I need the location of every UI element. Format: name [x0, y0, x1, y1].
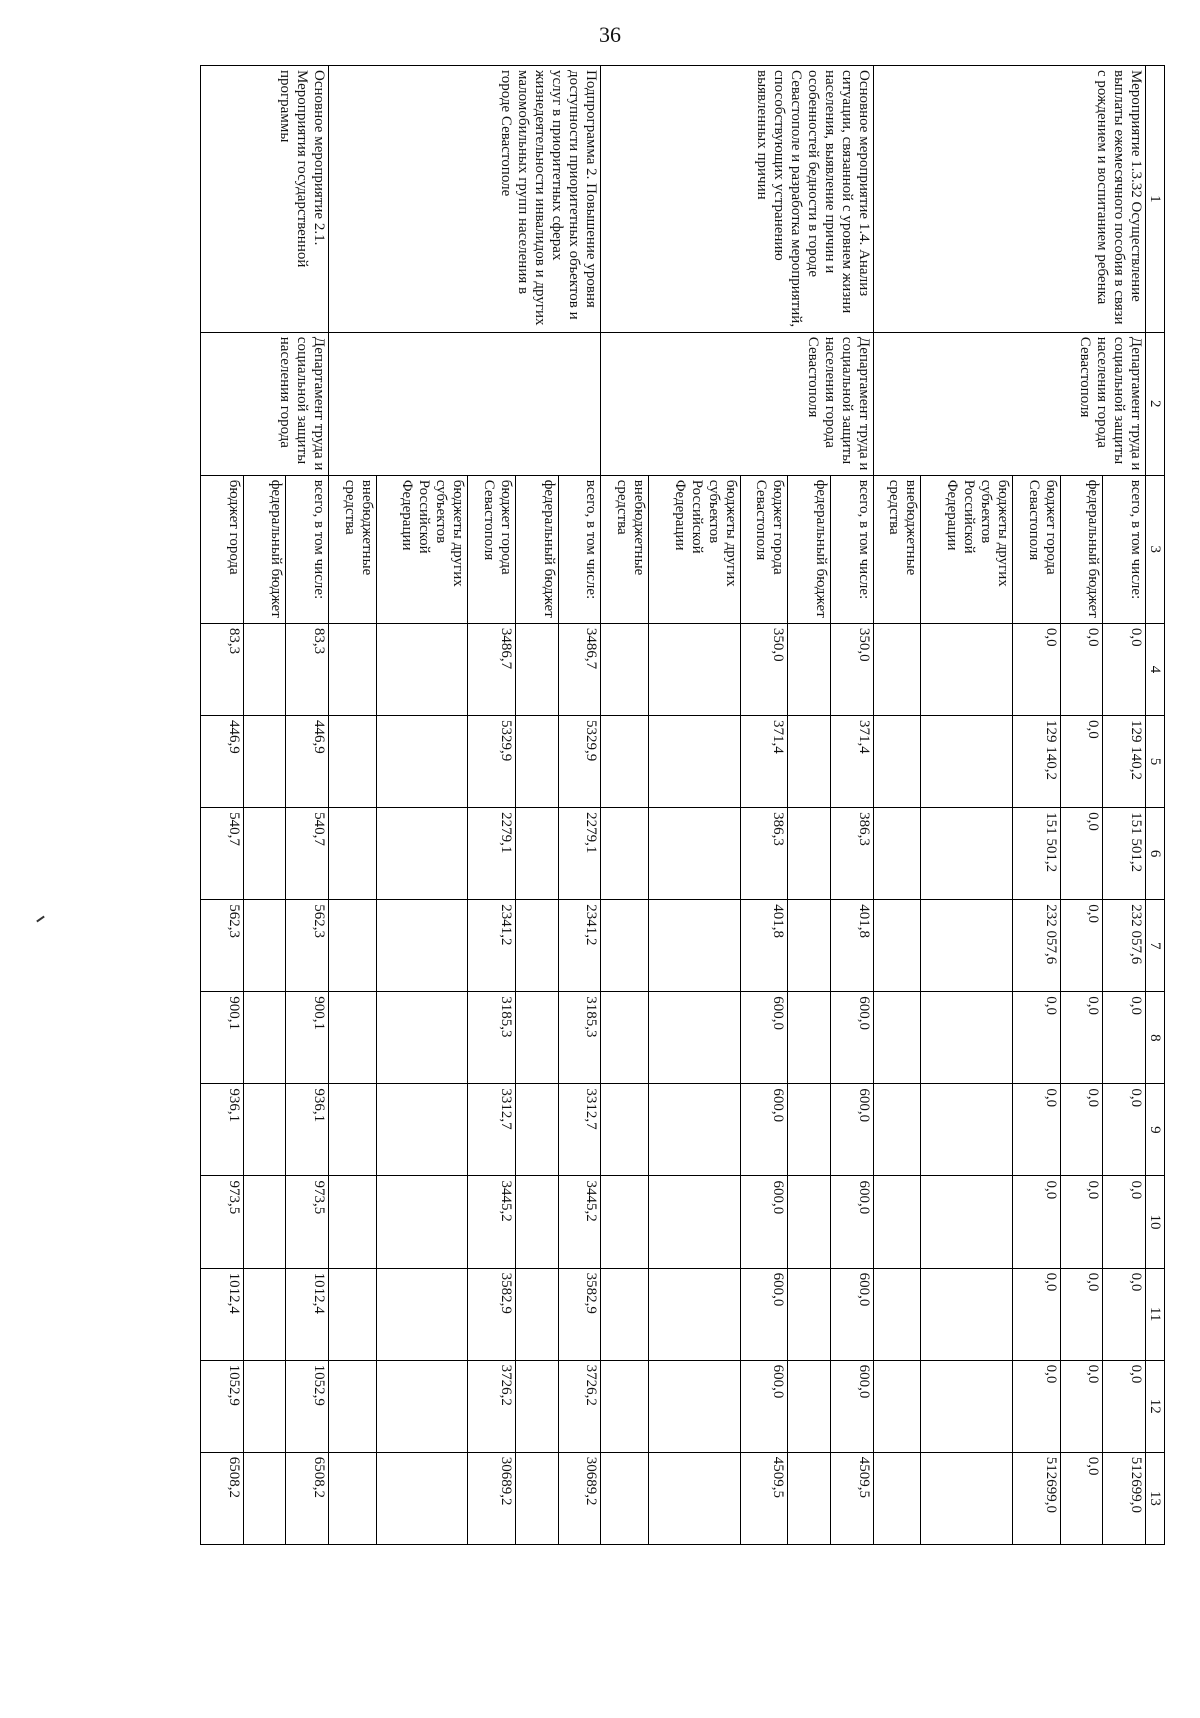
value-cell	[376, 623, 468, 715]
value-cell	[873, 1360, 921, 1452]
value-cell	[649, 1084, 741, 1176]
value-cell	[873, 992, 921, 1084]
value-cell	[328, 1084, 376, 1176]
value-cell: 0,0	[1060, 808, 1103, 900]
value-cell: 600,0	[740, 992, 788, 1084]
value-cell: 0,0	[1013, 623, 1061, 715]
scan-mark	[36, 916, 45, 923]
funding-source-cell: бюджет города Севастополя	[1013, 475, 1061, 623]
value-cell	[376, 900, 468, 992]
value-cell	[601, 808, 649, 900]
value-cell: 540,7	[201, 808, 244, 900]
value-cell	[328, 716, 376, 808]
value-cell	[921, 1360, 1013, 1452]
value-cell: 973,5	[201, 1176, 244, 1268]
value-cell: 401,8	[740, 900, 788, 992]
value-cell	[376, 1084, 468, 1176]
value-cell	[873, 1084, 921, 1176]
value-cell	[649, 900, 741, 992]
value-cell	[376, 808, 468, 900]
value-cell	[328, 1268, 376, 1360]
value-cell: 3312,7	[558, 1084, 601, 1176]
value-cell: 350,0	[831, 623, 874, 715]
value-cell	[873, 623, 921, 715]
value-cell: 3445,2	[468, 1176, 516, 1268]
executor-cell: Департамент труда и социальной защиты населения города	[201, 332, 329, 475]
value-cell: 936,1	[201, 1084, 244, 1176]
value-cell	[921, 1084, 1013, 1176]
value-cell	[601, 1452, 649, 1544]
value-cell: 512699,0	[1103, 1452, 1146, 1544]
value-cell	[328, 900, 376, 992]
value-cell: 371,4	[740, 716, 788, 808]
value-cell: 232 057,6	[1103, 900, 1146, 992]
funding-source-cell: бюджет города Севастополя	[468, 475, 516, 623]
column-header: 11	[1146, 1268, 1165, 1360]
executor-cell	[328, 332, 600, 475]
value-cell: 0,0	[1013, 1084, 1061, 1176]
value-cell: 4509,5	[740, 1452, 788, 1544]
value-cell: 4509,5	[831, 1452, 874, 1544]
table-row	[286, 66, 329, 1545]
value-cell: 0,0	[1060, 1084, 1103, 1176]
value-cell: 3185,3	[468, 992, 516, 1084]
value-cell: 0,0	[1060, 1268, 1103, 1360]
value-cell	[516, 1452, 559, 1544]
value-cell	[788, 623, 831, 715]
value-cell	[873, 1452, 921, 1544]
value-cell	[601, 1084, 649, 1176]
value-cell	[516, 808, 559, 900]
value-cell: 2279,1	[558, 808, 601, 900]
value-cell: 0,0	[1060, 1360, 1103, 1452]
column-header: 9	[1146, 1084, 1165, 1176]
value-cell	[788, 900, 831, 992]
column-header: 5	[1146, 716, 1165, 808]
value-cell: 3726,2	[558, 1360, 601, 1452]
value-cell: 3582,9	[468, 1268, 516, 1360]
funding-source-cell: всего, в том числе:	[831, 475, 874, 623]
value-cell	[243, 623, 286, 715]
value-cell: 600,0	[740, 1084, 788, 1176]
value-cell: 6508,2	[286, 1452, 329, 1544]
value-cell: 151 501,2	[1013, 808, 1061, 900]
measure-cell: Основное мероприятие 1.4. Анализ ситуации, связанной с уровнем жизни населения, выявление причин и особенностей бедности в городе Севастополе и разработка мероприятий, способствующих устранению выявленных причин	[601, 66, 873, 333]
value-cell: 600,0	[831, 1176, 874, 1268]
value-cell: 3726,2	[468, 1360, 516, 1452]
value-cell	[601, 1360, 649, 1452]
value-cell	[921, 1452, 1013, 1544]
value-cell	[376, 1176, 468, 1268]
value-cell: 3185,3	[558, 992, 601, 1084]
funding-source-cell: внебюджетные средства	[328, 475, 376, 623]
value-cell: 30689,2	[558, 1452, 601, 1544]
value-cell	[649, 992, 741, 1084]
value-cell: 5329,9	[558, 716, 601, 808]
value-cell: 6508,2	[201, 1452, 244, 1544]
value-cell	[649, 623, 741, 715]
value-cell: 1052,9	[286, 1360, 329, 1452]
value-cell: 600,0	[740, 1360, 788, 1452]
value-cell	[649, 808, 741, 900]
value-cell	[921, 623, 1013, 715]
value-cell: 600,0	[831, 992, 874, 1084]
column-header: 10	[1146, 1176, 1165, 1268]
value-cell: 0,0	[1060, 900, 1103, 992]
value-cell	[376, 1360, 468, 1452]
value-cell	[376, 1452, 468, 1544]
value-cell	[516, 1176, 559, 1268]
value-cell: 401,8	[831, 900, 874, 992]
value-cell: 0,0	[1103, 1268, 1146, 1360]
value-cell: 600,0	[740, 1176, 788, 1268]
value-cell	[243, 1268, 286, 1360]
value-cell	[516, 716, 559, 808]
value-cell: 386,3	[831, 808, 874, 900]
value-cell: 0,0	[1013, 992, 1061, 1084]
value-cell: 562,3	[201, 900, 244, 992]
value-cell: 512699,0	[1013, 1452, 1061, 1544]
value-cell	[788, 1360, 831, 1452]
table-row	[1103, 66, 1146, 1545]
value-cell: 2341,2	[468, 900, 516, 992]
value-cell: 600,0	[740, 1268, 788, 1360]
value-cell	[328, 808, 376, 900]
table-header-row	[1146, 66, 1165, 1545]
value-cell	[873, 1268, 921, 1360]
value-cell	[243, 1176, 286, 1268]
value-cell: 0,0	[1060, 1176, 1103, 1268]
column-header: 7	[1146, 900, 1165, 992]
column-header: 13	[1146, 1452, 1165, 1544]
funding-source-cell: внебюджетные средства	[601, 475, 649, 623]
value-cell: 0,0	[1103, 992, 1146, 1084]
column-header: 8	[1146, 992, 1165, 1084]
value-cell	[921, 1268, 1013, 1360]
value-cell: 936,1	[286, 1084, 329, 1176]
value-cell: 129 140,2	[1013, 716, 1061, 808]
value-cell	[788, 1452, 831, 1544]
value-cell	[243, 1452, 286, 1544]
funding-source-cell: всего, в том числе:	[286, 475, 329, 623]
value-cell	[788, 1268, 831, 1360]
column-header: 12	[1146, 1360, 1165, 1452]
funding-source-cell: всего, в том числе:	[1103, 475, 1146, 623]
value-cell	[921, 992, 1013, 1084]
value-cell: 371,4	[831, 716, 874, 808]
column-header: 4	[1146, 623, 1165, 715]
value-cell: 350,0	[740, 623, 788, 715]
value-cell: 3486,7	[558, 623, 601, 715]
value-cell	[376, 716, 468, 808]
value-cell	[243, 716, 286, 808]
value-cell	[516, 623, 559, 715]
value-cell	[649, 1360, 741, 1452]
funding-source-cell: бюджет города Севастополя	[740, 475, 788, 623]
value-cell: 0,0	[1103, 1360, 1146, 1452]
value-cell	[873, 716, 921, 808]
value-cell: 0,0	[1060, 992, 1103, 1084]
page-number: 36	[599, 22, 621, 47]
budget-table	[200, 65, 1165, 1545]
measure-cell: Подпрограмма 2. Повышение уровня доступности приоритетных объектов и услуг в приоритетных сферах жизнедеятельности инвалидов и других маломобильных групп населения в городе Севастополе	[328, 66, 600, 333]
value-cell	[243, 900, 286, 992]
value-cell	[243, 1360, 286, 1452]
value-cell: 446,9	[286, 716, 329, 808]
value-cell	[788, 1176, 831, 1268]
value-cell	[516, 900, 559, 992]
value-cell: 600,0	[831, 1084, 874, 1176]
value-cell	[873, 900, 921, 992]
value-cell: 3486,7	[468, 623, 516, 715]
rotated-table-wrapper	[200, 65, 1165, 1545]
measure-cell: Основное мероприятие 2.1. Мероприятия государственной программы	[201, 66, 329, 333]
funding-source-cell: федеральный бюджет	[243, 475, 286, 623]
value-cell: 900,1	[201, 992, 244, 1084]
value-cell	[601, 1176, 649, 1268]
value-cell	[516, 992, 559, 1084]
column-header: 2	[1146, 332, 1165, 475]
value-cell: 0,0	[1013, 1360, 1061, 1452]
value-cell: 30689,2	[468, 1452, 516, 1544]
value-cell: 446,9	[201, 716, 244, 808]
value-cell: 83,3	[201, 623, 244, 715]
value-cell: 3312,7	[468, 1084, 516, 1176]
value-cell	[328, 1360, 376, 1452]
value-cell	[921, 808, 1013, 900]
value-cell: 0,0	[1103, 623, 1146, 715]
value-cell: 0,0	[1103, 1176, 1146, 1268]
value-cell	[873, 1176, 921, 1268]
value-cell	[243, 1084, 286, 1176]
value-cell: 0,0	[1103, 1084, 1146, 1176]
value-cell	[328, 992, 376, 1084]
value-cell: 1052,9	[201, 1360, 244, 1452]
value-cell	[601, 900, 649, 992]
value-cell: 0,0	[1060, 1452, 1103, 1544]
value-cell: 973,5	[286, 1176, 329, 1268]
funding-source-cell: федеральный бюджет	[516, 475, 559, 623]
column-header: 6	[1146, 808, 1165, 900]
value-cell	[516, 1084, 559, 1176]
value-cell: 151 501,2	[1103, 808, 1146, 900]
value-cell	[376, 1268, 468, 1360]
funding-source-cell: всего, в том числе:	[558, 475, 601, 623]
funding-source-cell: бюджеты других субъектов Российской Федерации	[649, 475, 741, 623]
value-cell	[243, 808, 286, 900]
value-cell	[649, 1176, 741, 1268]
funding-source-cell: бюджеты других субъектов Российской Федерации	[921, 475, 1013, 623]
value-cell	[649, 1452, 741, 1544]
value-cell	[328, 1176, 376, 1268]
column-header: 3	[1146, 475, 1165, 623]
value-cell: 3445,2	[558, 1176, 601, 1268]
table-body	[201, 66, 1146, 1545]
funding-source-cell: федеральный бюджет	[1060, 475, 1103, 623]
value-cell: 900,1	[286, 992, 329, 1084]
value-cell	[516, 1360, 559, 1452]
value-cell	[601, 992, 649, 1084]
value-cell	[516, 1268, 559, 1360]
value-cell: 540,7	[286, 808, 329, 900]
value-cell: 562,3	[286, 900, 329, 992]
value-cell	[601, 716, 649, 808]
value-cell: 232 057,6	[1013, 900, 1061, 992]
funding-source-cell: федеральный бюджет	[788, 475, 831, 623]
value-cell: 386,3	[740, 808, 788, 900]
funding-source-cell: бюджет города	[201, 475, 244, 623]
value-cell: 83,3	[286, 623, 329, 715]
value-cell	[243, 992, 286, 1084]
value-cell: 600,0	[831, 1360, 874, 1452]
table-row	[558, 66, 601, 1545]
value-cell	[649, 716, 741, 808]
value-cell: 0,0	[1060, 623, 1103, 715]
value-cell	[649, 1268, 741, 1360]
value-cell	[921, 1176, 1013, 1268]
measure-cell: Мероприятие 1.3.32 Осуществление выплаты ежемесячного пособия в связи с рождением и воспитанием ребенка	[873, 66, 1145, 333]
value-cell: 0,0	[1060, 716, 1103, 808]
executor-cell: Департамент труда и социальной защиты населения города Севастополя	[873, 332, 1145, 475]
value-cell: 0,0	[1013, 1268, 1061, 1360]
value-cell	[601, 1268, 649, 1360]
value-cell: 129 140,2	[1103, 716, 1146, 808]
value-cell	[921, 716, 1013, 808]
value-cell	[328, 623, 376, 715]
value-cell: 5329,9	[468, 716, 516, 808]
value-cell	[873, 808, 921, 900]
value-cell: 2279,1	[468, 808, 516, 900]
value-cell	[788, 992, 831, 1084]
value-cell	[788, 716, 831, 808]
value-cell: 600,0	[831, 1268, 874, 1360]
value-cell	[601, 623, 649, 715]
value-cell: 3582,9	[558, 1268, 601, 1360]
column-header: 1	[1146, 66, 1165, 333]
value-cell: 2341,2	[558, 900, 601, 992]
value-cell	[921, 900, 1013, 992]
value-cell: 0,0	[1013, 1176, 1061, 1268]
value-cell	[788, 1084, 831, 1176]
table-row	[831, 66, 874, 1545]
value-cell: 1012,4	[286, 1268, 329, 1360]
value-cell: 1012,4	[201, 1268, 244, 1360]
executor-cell: Департамент труда и социальной защиты населения города Севастополя	[601, 332, 873, 475]
value-cell	[376, 992, 468, 1084]
value-cell	[788, 808, 831, 900]
value-cell	[328, 1452, 376, 1544]
funding-source-cell: внебюджетные средства	[873, 475, 921, 623]
funding-source-cell: бюджеты других субъектов Российской Федерации	[376, 475, 468, 623]
